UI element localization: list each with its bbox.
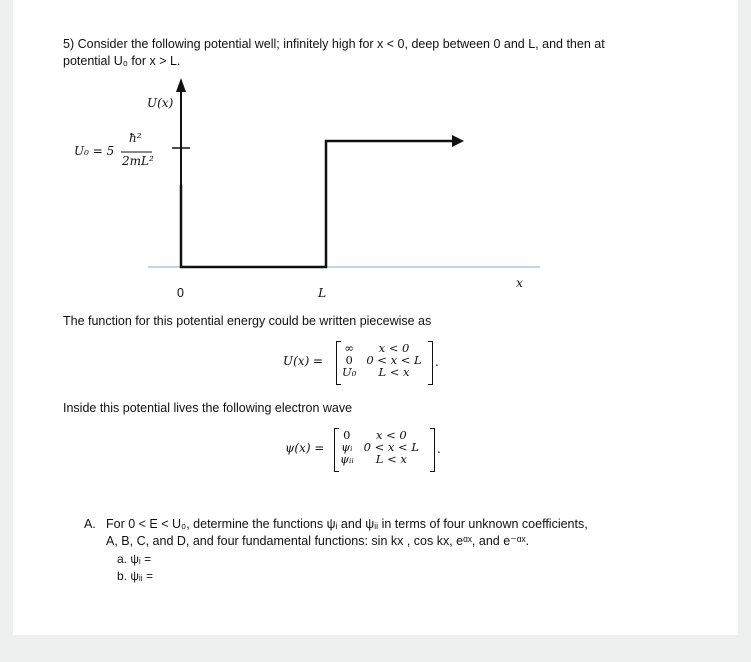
wave-intro: Inside this potential lives the following electron wave (63, 401, 353, 415)
case-value: ψᵢ (341, 440, 353, 454)
case-condition: x < 0 (375, 428, 407, 442)
case-condition: 0 < x < L (363, 440, 419, 454)
piecewise-intro: The function for this potential energy could be written piecewise as (63, 314, 432, 328)
case-value: ψᵢᵢ (340, 452, 354, 466)
problem-line-2: potential U₀ for x > L. (63, 54, 181, 68)
potential-arrowhead (452, 135, 464, 147)
question-a-line-1: For 0 < E < U₀, determine the functions ψᵢ and ψᵢᵢ in terms of four unknown coefficients, (106, 517, 588, 531)
question-a-line-2: A, B, C, and D, and four fundamental functions: sin kx , cos kx, eᵅˣ, and e⁻ᵅˣ. (106, 534, 530, 548)
u0-label: U₀ = 5 (74, 144, 115, 158)
tick-L: L (318, 285, 327, 300)
potential-curve (181, 141, 454, 267)
wave-period: . (437, 442, 441, 456)
case-condition: L < x (375, 452, 407, 466)
tick-zero: 0 (177, 286, 184, 300)
potential-period: . (435, 355, 439, 369)
potential-lhs: U(x) = (283, 354, 324, 368)
x-axis-label: x (516, 275, 524, 290)
case-condition: L < x (378, 365, 410, 379)
wave-lhs: ψ(x) = (285, 441, 325, 455)
potential-right-bracket (428, 341, 433, 385)
y-axis-arrowhead (176, 78, 186, 92)
wave-left-bracket (334, 428, 339, 472)
wave-cases (340, 429, 419, 465)
case-value: U₀ (342, 365, 357, 379)
u0-numerator: ħ² (129, 131, 142, 145)
potential-left-bracket (336, 341, 341, 385)
case-value: ∞ (344, 341, 354, 355)
u0-denominator: 2mL² (122, 154, 154, 168)
case-value: 0 (345, 353, 353, 367)
y-axis-label: U(x) (147, 96, 174, 110)
sub-question-a: a. ψᵢ = (117, 552, 152, 566)
case-condition: 0 < x < L (366, 353, 422, 367)
case-condition: x < 0 (378, 341, 410, 355)
question-a-label: A. (84, 517, 96, 531)
wave-right-bracket (430, 428, 435, 472)
potential-cases (342, 342, 422, 378)
problem-line-1: 5) Consider the following potential well; infinitely high for x < 0, deep between 0 and L, and then at (63, 37, 605, 51)
sub-question-b: b. ψᵢᵢ = (117, 569, 154, 583)
case-value: 0 (343, 428, 351, 442)
